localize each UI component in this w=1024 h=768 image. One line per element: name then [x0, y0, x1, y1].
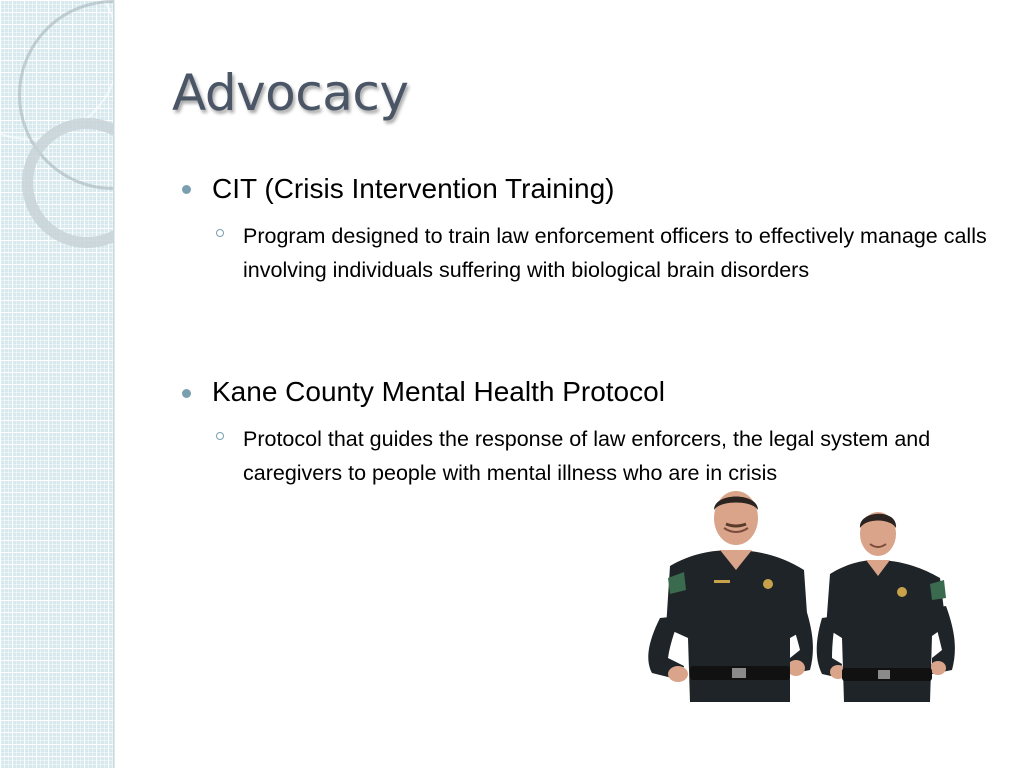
officer-right — [817, 512, 955, 702]
police-officers-photo — [640, 488, 962, 702]
sub-bullet-item: Program designed to train law enforcement officers to effectively manage calls involving individuals suffering with biological brain disorders — [243, 224, 987, 282]
bullet-item: Kane County Mental Health Protocol — [212, 376, 665, 407]
bullet-marker — [182, 185, 191, 194]
bullet-marker — [182, 389, 191, 398]
sidebar-divider — [113, 0, 115, 768]
decorative-sidebar — [0, 0, 113, 768]
officer-left — [648, 491, 813, 702]
sub-bullet-item: Protocol that guides the response of law enforcers, the legal system and caregivers to people with mental illness who are in crisis — [243, 427, 931, 485]
sub-bullet-marker — [216, 229, 224, 237]
slide-title: Advocacy — [172, 64, 409, 122]
sub-bullet-marker — [216, 432, 224, 440]
bullet-item: CIT (Crisis Intervention Training) — [212, 173, 615, 204]
